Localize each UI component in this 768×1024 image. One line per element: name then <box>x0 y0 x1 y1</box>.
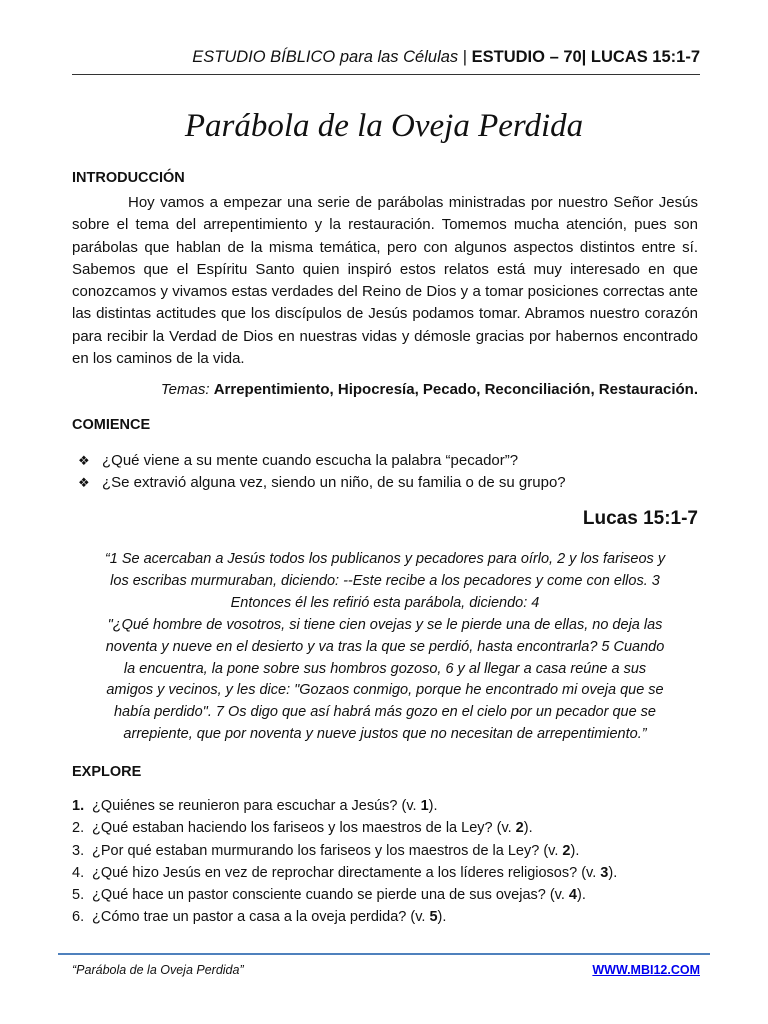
question-number: 6. <box>72 909 85 926</box>
verse-number: 3 <box>600 864 609 881</box>
passage-reference: Lucas 15:1-7 <box>582 508 698 529</box>
diamond-bullet-icon: ❖ <box>78 475 90 490</box>
footer-title: “Parábola de la Oveja Perdida” <box>72 963 244 977</box>
page-title: Parábola de la Oveja Perdida <box>184 108 584 144</box>
question-number: 5. <box>72 887 85 904</box>
list-item <box>78 450 566 472</box>
comience-heading: COMIENCE <box>72 417 151 433</box>
explore-heading: EXPLORE <box>72 764 142 780</box>
question-text: ¿Qué hizo Jesús en vez de reprochar directamente a los líderes religiosos? (v. 3). <box>92 864 618 881</box>
question-number: 4. <box>72 864 85 881</box>
question-text: ¿Cómo trae un pastor a casa a la oveja perdida? (v. 5). <box>92 909 447 926</box>
quote-line: noventa y nueve en el desierto y va tras la que se perdió, hasta encontrarla? 5 Cuando <box>105 638 665 655</box>
page-header <box>72 48 700 75</box>
diamond-bullet-icon: ❖ <box>78 453 90 468</box>
topics-value: Arrepentimiento, Hipocresía, Pecado, Reconciliación, Restauración. <box>213 381 698 398</box>
verse-number: 2 <box>562 842 571 859</box>
header-study: ESTUDIO – 70| LUCAS 15:1-7 <box>471 48 700 66</box>
header-series: ESTUDIO BÍBLICO para las Células <box>192 48 459 66</box>
question-text: ¿Qué estaban haciendo los fariseos y los maestros de la Ley? (v. 2). <box>92 820 533 837</box>
comience-list <box>78 450 566 494</box>
quote-line: Entonces él les refirió esta parábola, diciendo: 4 <box>230 594 540 611</box>
footer-divider <box>58 953 710 955</box>
question-text: ¿Quiénes se reunieron para escuchar a Jesús? (v. 1). <box>92 798 438 814</box>
header-separator: | <box>458 48 472 66</box>
verse-number: 2 <box>515 820 524 837</box>
question-item <box>72 840 617 862</box>
quote-line: los escribas murmuraban, diciendo: --Este recibe a los pecadores y come con ellos. 3 <box>110 572 660 589</box>
quote-line: "¿Qué hombre de vosotros, si tiene cien ovejas y se le pierde una de ellas, no deja las <box>107 616 663 633</box>
question-text: ¿Por qué estaban murmurando los fariseos y los maestros de la Ley? (v. 2). <box>92 842 580 859</box>
quote-line: arrepiente, que por noventa y nueve justos que no necesitan de arrepentimiento.” <box>123 726 647 743</box>
comience-item-text: ¿Se extravió alguna vez, siendo un niño, de su familia o de su grupo? <box>102 474 566 491</box>
quote-line: había perdido". 7 Os digo que así habrá más gozo en el cielo por un pecador que se <box>113 704 656 721</box>
comience-item-text: ¿Qué viene a su mente cuando escucha la palabra “pecador”? <box>102 452 519 469</box>
quote-line: la encuentra, la pone sobre sus hombros gozoso, 6 y al llegar a casa reúne a sus <box>123 660 647 677</box>
intro-heading: INTRODUCCIÓN <box>72 170 185 186</box>
explore-questions <box>72 795 617 929</box>
question-number: 2. <box>72 820 85 837</box>
verse-number: 1 <box>420 798 429 814</box>
intro-paragraph: Hoy vamos a empezar una serie de parábolas ministradas por nuestro Señor Jesús sobre el tema del arrepentimiento y la restauración. Tomemos mucha atención, pues son parábolas que hablan de la misma temática, pero con algunos aspectos distintos entre sí. Sabemos que el Espíritu Santo quien inspiró estos relatos está muy interesado en que conozcamos y vivamos estas verdades del Reino de Dios y a tomar posiciones correctas ante las distintas actitudes que los discípulos de Jesús podamos tomar. Abramos nuestro corazón para recibir la Verdad de Dios en nuestras vidas y démosle gracias por habernos encontrado en los caminos de la vida. <box>72 194 698 368</box>
scripture-quote <box>72 549 698 746</box>
question-number: 3. <box>72 842 85 859</box>
question-item <box>72 906 617 928</box>
list-item <box>78 472 566 494</box>
topics-label: Temas: <box>160 381 210 398</box>
question-text: ¿Qué hace un pastor consciente cuando se pierde una de sus ovejas? (v. 4). <box>92 887 586 904</box>
verse-number: 4 <box>568 887 577 904</box>
question-item <box>72 884 617 906</box>
website-link[interactable]: WWW.MBI12.COM <box>592 963 700 977</box>
topics-line <box>161 381 698 398</box>
verse-number: 5 <box>429 909 438 926</box>
question-item <box>72 862 617 884</box>
question-item <box>72 817 617 839</box>
question-item <box>72 795 617 817</box>
quote-line: “1 Se acercaban a Jesús todos los publicanos y pecadores para oírlo, 2 y los fariseos y <box>104 551 666 567</box>
question-number: 1. <box>72 798 85 814</box>
quote-line: amigos y vecinos, y les dice: "Gozaos conmigo, porque he encontrado mi oveja que se <box>106 682 664 699</box>
